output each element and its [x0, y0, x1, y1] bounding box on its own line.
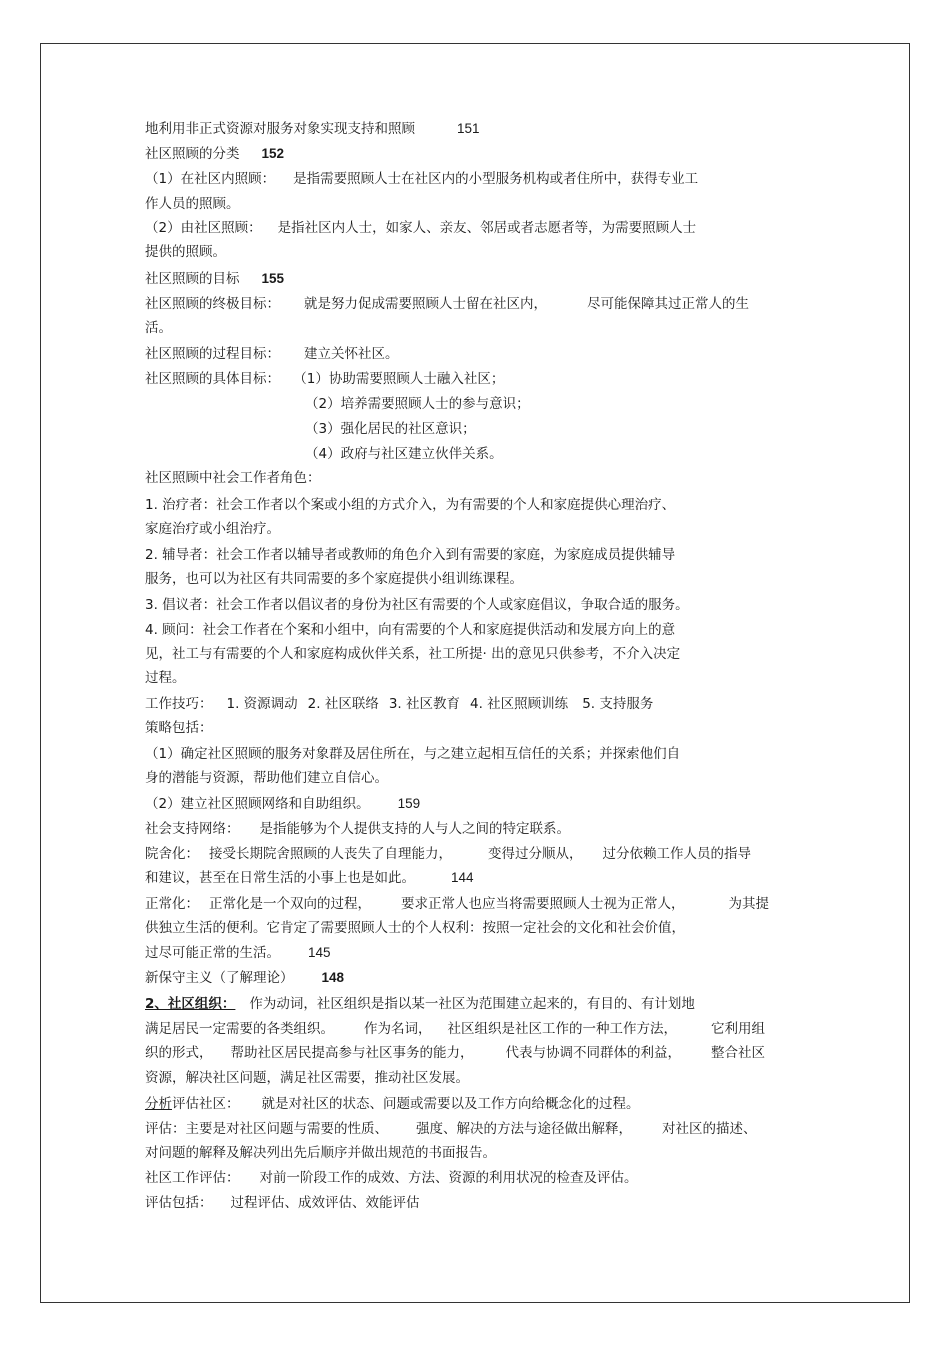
list-item: 1. 治疗者：社会工作者以个案或小组的方式介入，为有需要的个人和家庭提供心理治疗、	[145, 497, 676, 513]
list-item: 2. 辅导者：社会工作者以辅导者或教师的角色介入到有需要的家庭，为家庭成员提供辅导	[145, 547, 676, 563]
text-line: 服务，也可以为社区有共同需要的多个家庭提供小组训练课程。	[145, 571, 523, 587]
text-line: 活。	[145, 320, 172, 336]
list-item: （1）确定社区照顾的服务对象群及居住所在，与之建立起相互信任的关系；并探索他们自	[145, 746, 681, 762]
section-heading: 社区照顾的分类 152	[145, 146, 285, 162]
text-line: 社会支持网络： 是指能够为个人提供支持的人与人之间的特定联系。	[145, 821, 570, 837]
text-line: 策略包括：	[145, 720, 213, 736]
list-item: （2）建立社区照顾网络和自助组织。 159	[145, 796, 421, 812]
section-heading: 新保守主义（了解理论） 148	[145, 970, 345, 986]
text-line: 和建议，甚至在日常生活的小事上也是如此。 144	[145, 870, 474, 886]
text-line: 评估包括： 过程评估、成效评估、效能评估	[145, 1195, 420, 1211]
text-line: 正常化： 正常化是一个双向的过程， 要求正常人也应当将需要照顾人士视为正常人， 为其提	[145, 896, 769, 912]
text-line: 见，社工与有需要的个人和家庭构成伙伴关系，社工所提· 出的意见只供参考，不介入决定	[145, 646, 681, 662]
text-line: 对问题的解释及解决列出先后顺序并做出规范的书面报告。	[145, 1145, 496, 1161]
text-line: 织的形式， 帮助社区居民提高参与社区事务的能力， 代表与协调不同群体的利益， 整合社区	[145, 1045, 765, 1061]
text-line: （2）由社区照顾： 是指社区内人士，如家人、亲友、邻居或者志愿者等，为需要照顾人士	[145, 220, 697, 236]
text-line: 资源，解决社区问题，满足社区需要，推动社区发展。	[145, 1070, 469, 1086]
text-line: 过程。	[145, 670, 186, 686]
text-line: 家庭治疗或小组治疗。	[145, 521, 280, 537]
text-line: 评估：主要是对社区问题与需要的性质、 强度、解决的方法与途径做出解释， 对社区的描述、	[145, 1121, 757, 1137]
section-heading: 2、社区组织： 作为动词，社区组织是指以某一社区为范围建立起来的，有目的、有计划地	[145, 996, 695, 1012]
list-item: （4）政府与社区建立伙伴关系。	[305, 446, 503, 462]
text-line: 作人员的照顾。	[145, 196, 240, 212]
text-line: 社区照顾中社会工作者角色：	[145, 470, 321, 486]
text-line: 分析评估社区： 就是对社区的状态、问题或需要以及工作方向给概念化的过程。	[145, 1096, 640, 1112]
section-heading: 社区照顾的目标 155	[145, 271, 285, 287]
text-line: 社区工作评估： 对前一阶段工作的成效、方法、资源的利用状况的检查及评估。	[145, 1170, 638, 1186]
list-item: 3. 倡议者：社会工作者以倡议者的身份为社区有需要的个人或家庭倡议，争取合适的服务。	[145, 597, 689, 613]
list-item: （3）强化居民的社区意识；	[305, 421, 476, 437]
text-line: 院舍化： 接受长期院舍照顾的人丧失了自理能力， 变得过分顺从， 过分依赖工作人员的指导	[145, 846, 751, 862]
text-line: 地利用非正式资源对服务对象实现支持和照顾 151	[145, 121, 480, 137]
list-item: （2）培养需要照顾人士的参与意识；	[305, 396, 530, 412]
list-item: 4. 顾问：社会工作者在个案和小组中，向有需要的个人和家庭提供活动和发展方向上的意	[145, 622, 676, 638]
text-line: （1）在社区内照顾： 是指需要照顾人士在社区内的小型服务机构或者住所中，获得专业工	[145, 171, 699, 187]
text-line: 提供的照顾。	[145, 244, 226, 260]
text-line: 社区照顾的具体目标： （1）协助需要照顾人士融入社区；	[145, 371, 505, 387]
text-line: 供独立生活的便利。它肯定了需要照顾人士的个人权利：按照一定社会的文化和社会价值，	[145, 920, 685, 936]
text-line: 身的潜能与资源，帮助他们建立自信心。	[145, 770, 388, 786]
text-line: 满足居民一定需要的各类组织。 作为名词， 社区组织是社区工作的一种工作方法， 它利用组	[145, 1021, 765, 1037]
text-line: 社区照顾的过程目标： 建立关怀社区。	[145, 346, 399, 362]
text-line: 社区照顾的终极目标： 就是努力促成需要照顾人士留在社区内， 尽可能保障其过正常人的生	[145, 296, 749, 312]
text-line: 工作技巧： 1. 资源调动 2. 社区联络 3. 社区教育 4. 社区照顾训练 5. 支持服务	[145, 696, 654, 712]
text-line: 过尽可能正常的生活。 145	[145, 945, 331, 961]
